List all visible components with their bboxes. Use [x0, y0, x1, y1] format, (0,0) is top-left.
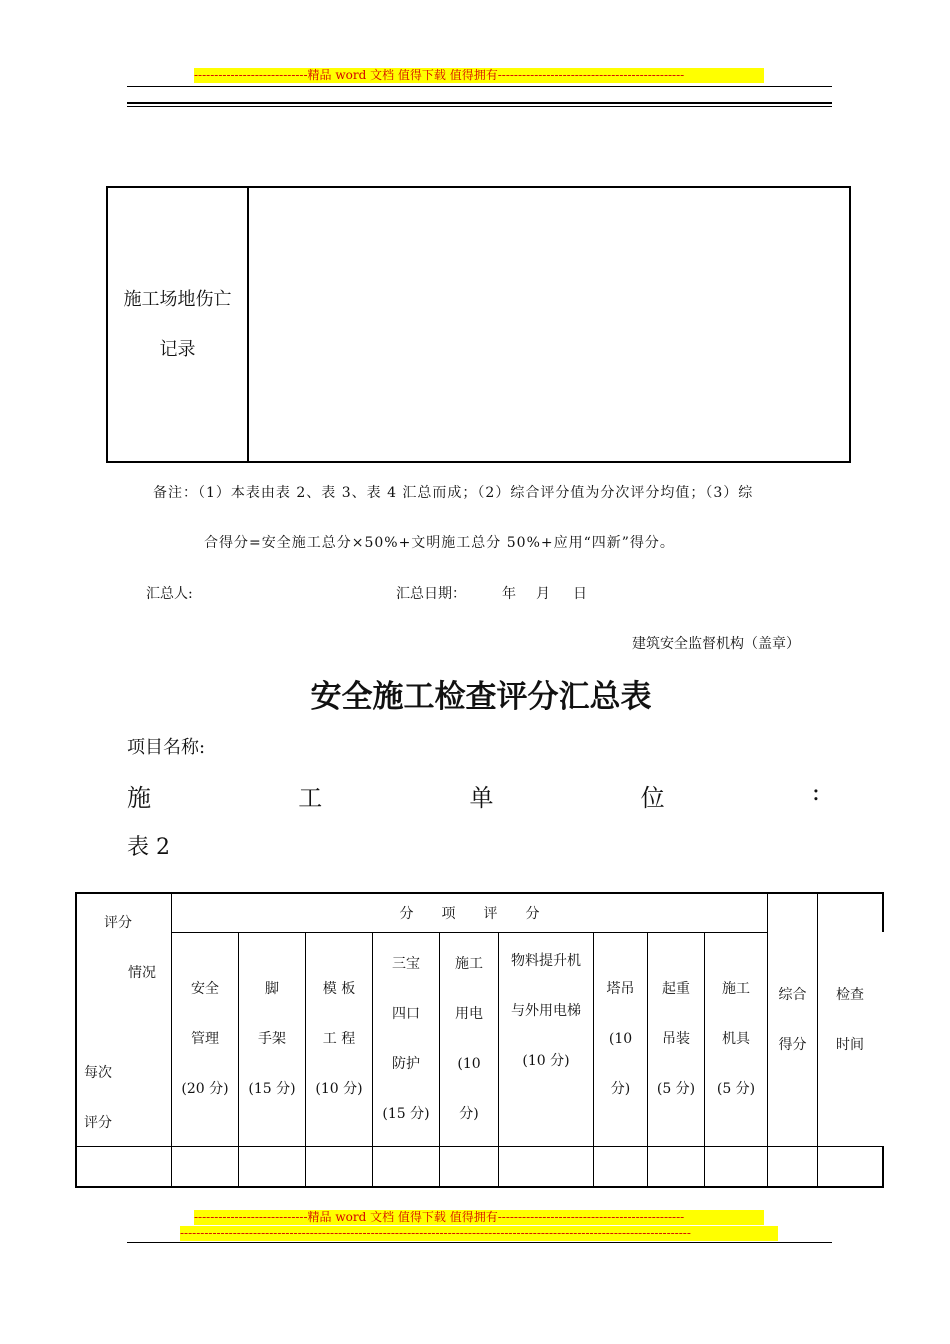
composite-line2: 得分	[778, 1036, 807, 1053]
header-banner: ----------------------------精品 word 文档 值得下载 值得拥有----------------------------------------------	[194, 68, 764, 83]
col4-line1: 三宝	[391, 956, 420, 972]
col4-line4: (15 分)	[382, 1106, 430, 1122]
org-stamp-label: 建筑安全监督机构（盖章）	[632, 636, 800, 652]
col-scaffolding	[239, 933, 305, 1146]
injury-label-line2: 记录	[159, 338, 196, 360]
date-month: 月	[536, 586, 550, 602]
col5-line4: 分)	[459, 1106, 479, 1122]
summarizer-label: 汇总人:	[146, 586, 193, 602]
injury-label-line1: 施工场地伤亡	[123, 288, 232, 310]
col-check-time	[818, 894, 882, 1146]
col4-line3: 防护	[391, 1056, 420, 1072]
unit-char-5: :	[811, 778, 820, 806]
table-right-border-top	[882, 892, 884, 932]
unit-char-4: 位	[640, 784, 665, 812]
col7-line3: 分)	[610, 1081, 631, 1097]
col-machinery	[705, 933, 767, 1146]
col4-line2: 四口	[391, 1006, 420, 1022]
col3-line2: 工 程	[322, 1031, 356, 1047]
col7-line2: (10	[608, 1031, 633, 1047]
table-left-border	[75, 892, 77, 1188]
col-tower-crane	[594, 933, 647, 1146]
col-three-treasures	[373, 933, 439, 1146]
col9-line3: (5 分)	[716, 1081, 756, 1097]
col3-line1: 模 板	[322, 981, 356, 997]
col-hoist-elevator	[499, 933, 593, 1146]
col-formwork	[306, 933, 372, 1146]
col1-line1: 安全	[190, 981, 219, 997]
col2-line1: 脚	[264, 981, 279, 997]
col5-line3: (10	[457, 1056, 481, 1072]
footer-rule	[127, 1242, 832, 1243]
corner-each-label: 每次	[84, 1065, 112, 1081]
col9-line1: 施工	[722, 981, 750, 997]
corner-score-label: 评分	[104, 915, 132, 931]
page-title: 安全施工检查评分汇总表	[310, 679, 652, 715]
col-lifting	[648, 933, 704, 1146]
corner-situation-label: 情况	[128, 965, 156, 981]
date-day: 日	[573, 586, 587, 602]
col-composite-score	[768, 894, 817, 1146]
notes-line-1: 备注：（1）本表由表 2、表 3、表 4 汇总而成；（2）综合评分值为分次评分均值；（3）综	[153, 485, 754, 501]
summary-date-label: 汇总日期：	[396, 586, 466, 602]
col6-line1: 物料提升机	[511, 953, 581, 969]
col6-line2: 与外用电梯	[511, 1003, 581, 1019]
table-bottom-border	[75, 1186, 884, 1188]
col8-line2: 吊装	[662, 1031, 690, 1047]
col2-line2: 手架	[257, 1031, 286, 1047]
col-electricity	[440, 933, 498, 1146]
col2-line3: (15 分)	[248, 1081, 296, 1097]
col6-line3: (10 分)	[522, 1053, 570, 1069]
check-time-line1: 检查	[836, 986, 864, 1003]
table-right-border-bottom	[882, 1146, 884, 1188]
corner-rating-label: 评分	[84, 1115, 112, 1131]
header-bottom	[75, 1146, 883, 1147]
col3-line3: (10 分)	[315, 1081, 363, 1097]
table-number: 表 2	[127, 835, 170, 860]
col5-line1: 施工	[455, 956, 483, 972]
col5-line2: 用电	[455, 1006, 483, 1022]
col8-line3: (5 分)	[656, 1081, 696, 1097]
unit-char-2: 工	[298, 784, 323, 812]
col1-line3: (20 分)	[181, 1081, 229, 1097]
notes-line-2: 合得分=安全施工总分×50%+文明施工总分 50%+应用“四新”得分。	[204, 535, 675, 551]
col7-line1: 塔吊	[606, 981, 635, 997]
col-safety-management	[172, 933, 238, 1146]
col1-line2: 管理	[190, 1031, 219, 1047]
footer-banner-2: ------------------------------------------------------------------------------------------------------------------------------	[180, 1226, 778, 1241]
col9-line2: 机具	[722, 1031, 750, 1047]
footer-banner-1: ----------------------------精品 word 文档 值得下载 值得拥有----------------------------------------------	[194, 1210, 764, 1225]
check-time-line2: 时间	[836, 1036, 864, 1053]
composite-line1: 综合	[778, 986, 807, 1003]
col8-line1: 起重	[662, 981, 690, 997]
date-year: 年	[502, 586, 516, 602]
project-name-label: 项目名称:	[127, 737, 206, 758]
unit-char-3: 单	[469, 784, 494, 812]
group-header-sub-scores: 分 项 评 分	[399, 906, 540, 922]
unit-char-1: 施	[127, 784, 151, 812]
